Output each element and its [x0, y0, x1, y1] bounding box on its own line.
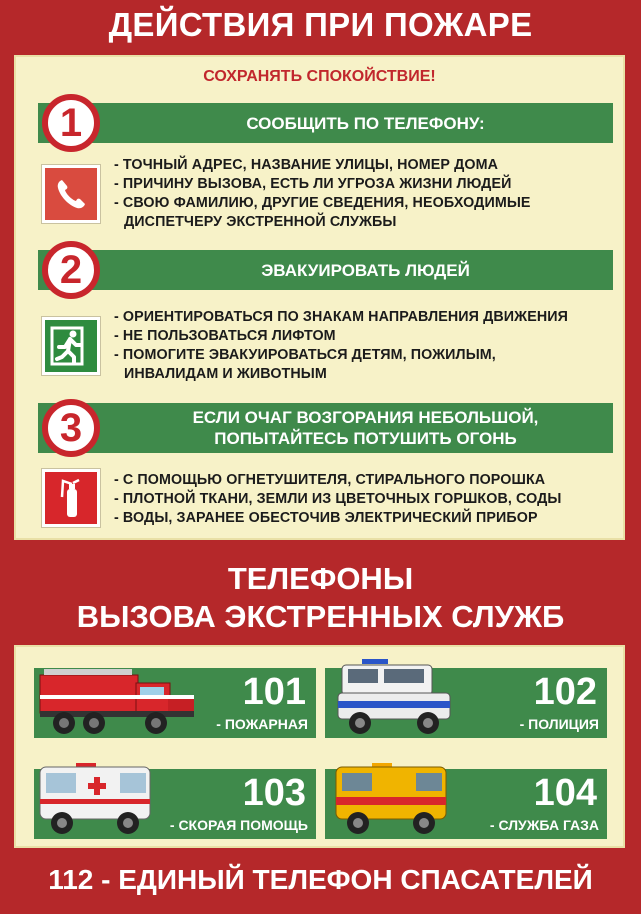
service-number: 102 — [533, 671, 597, 713]
emergency-numbers-panel — [14, 645, 625, 848]
step-3-line: - С ПОМОЩЬЮ ОГНЕТУШИТЕЛЯ, СТИРАЛЬНОГО ПОРОШКА — [114, 472, 546, 488]
poster-title: ДЕЙСТВИЯ ПРИ ПОЖАРЕ — [108, 6, 533, 43]
phones-heading-line: ТЕЛЕФОНЫ — [227, 561, 414, 596]
service-number: 103 — [242, 772, 306, 814]
step-2-line: - ПОМОГИТЕ ЭВАКУИРОВАТЬСЯ ДЕТЯМ, ПОЖИЛЫМ, — [114, 347, 496, 363]
service-label: - ПОЖАРНАЯ — [216, 716, 308, 732]
step-1-line: - ТОЧНЫЙ АДРЕС, НАЗВАНИЕ УЛИЦЫ, НОМЕР ДОМА — [114, 157, 499, 173]
step-1-heading-text: СООБЩИТЬ ПО ТЕЛЕФОНУ: — [246, 113, 485, 133]
phones-heading — [0, 560, 641, 636]
step-3-heading-line: ЕСЛИ ОЧАГ ВОЗГОРАНИЯ НЕБОЛЬШОЙ, — [192, 408, 539, 427]
fire-truck-icon — [36, 655, 201, 750]
service-number: 104 — [533, 772, 597, 814]
step-2-line: - НЕ ПОЛЬЗОВАТЬСЯ ЛИФТОМ — [114, 328, 336, 344]
service-label: - СКОРАЯ ПОМОЩЬ — [169, 817, 308, 833]
calm-notice: СОХРАНЯТЬ СПОКОЙСТВИЕ! — [203, 68, 436, 85]
service-label: - СЛУЖБА ГАЗА — [489, 817, 599, 833]
step-2-heading — [38, 250, 613, 290]
step-2-line: ИНВАЛИДАМ И ЖИВОТНЫМ — [124, 366, 327, 382]
step-3-badge: 3 — [42, 399, 100, 457]
step-1-line: ДИСПЕТЧЕРУ ЭКСТРЕННОЙ СЛУЖБЫ — [124, 214, 397, 230]
step-1-line: - СВОЮ ФАМИЛИЮ, ДРУГИЕ СВЕДЕНИЯ, НЕОБХОДИМЫЕ — [114, 195, 531, 211]
step-3-details — [114, 471, 619, 528]
rescue-hotline: 112 - ЕДИНЫЙ ТЕЛЕФОН СПАСАТЕЛЕЙ — [48, 864, 593, 895]
step-1-badge: 1 — [42, 94, 100, 152]
service-label: - ПОЛИЦИЯ — [519, 716, 599, 732]
fire-extinguisher-icon — [42, 469, 100, 527]
ambulance-icon — [36, 759, 161, 849]
step-2-heading-text: ЭВАКУИРОВАТЬ ЛЮДЕЙ — [261, 260, 470, 280]
step-1-line: - ПРИЧИНУ ВЫЗОВА, ЕСТЬ ЛИ УГРОЗА ЖИЗНИ ЛЮДЕЙ — [114, 176, 512, 192]
step-1-details — [114, 156, 619, 232]
gas-service-van-icon — [332, 759, 457, 849]
step-3-line: - ПЛОТНОЙ ТКАНИ, ЗЕМЛИ ИЗ ЦВЕТОЧНЫХ ГОРШКОВ, СОДЫ — [114, 491, 562, 507]
step-2-badge: 2 — [42, 241, 100, 299]
step-3-heading-line: ПОПЫТАЙТЕСЬ ПОТУШИТЬ ОГОНЬ — [214, 429, 517, 448]
step-3-heading — [38, 403, 613, 453]
phone-icon — [42, 165, 100, 223]
step-2-details — [114, 308, 619, 384]
step-1-heading — [38, 103, 613, 143]
step-2-line: - ОРИЕНТИРОВАТЬСЯ ПО ЗНАКАМ НАПРАВЛЕНИЯ ДВИЖЕНИЯ — [114, 309, 569, 325]
police-car-icon — [332, 655, 457, 750]
step-3-line: - ВОДЫ, ЗАРАНЕЕ ОБЕСТОЧИВ ЭЛЕКТРИЧЕСКИЙ ПРИБОР — [114, 510, 538, 526]
service-number: 101 — [242, 671, 306, 713]
phones-heading-line: ВЫЗОВА ЭКСТРЕННЫХ СЛУЖБ — [76, 599, 565, 634]
actions-panel — [14, 55, 625, 540]
exit-icon — [42, 317, 100, 375]
